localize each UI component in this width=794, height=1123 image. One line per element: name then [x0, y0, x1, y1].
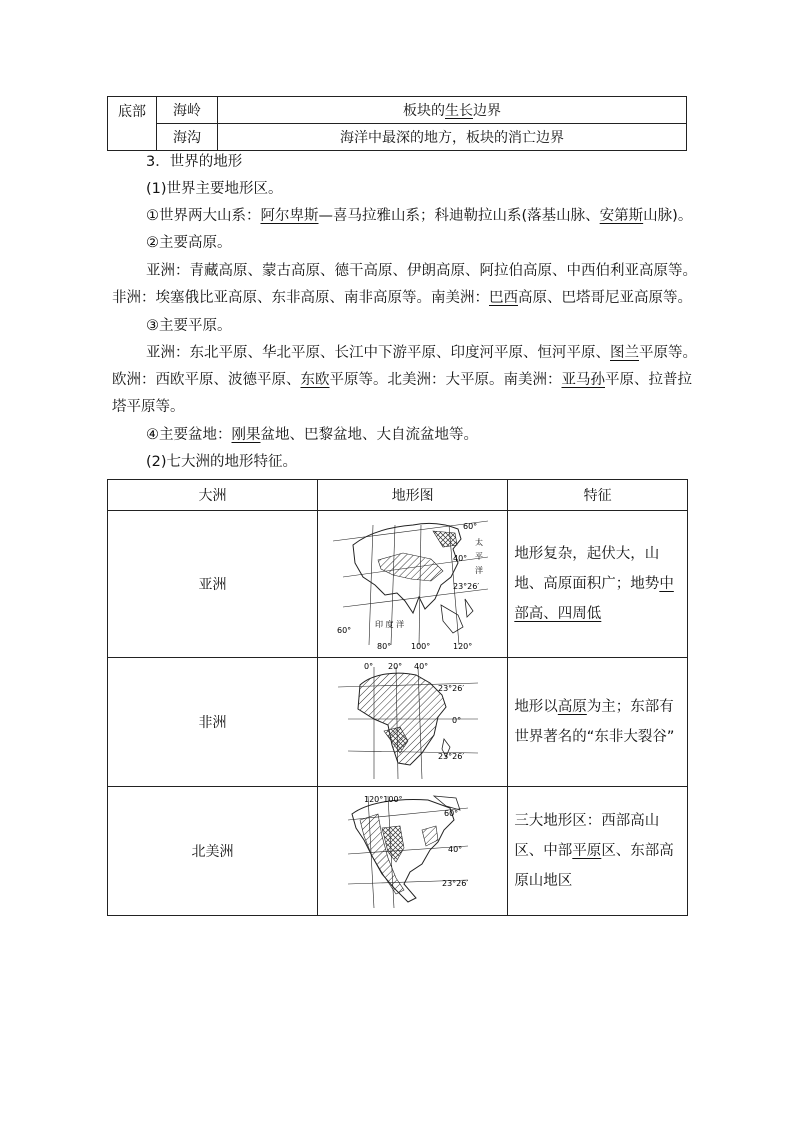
text: ④主要盆地： [146, 427, 232, 443]
header-map: 地形图 [318, 480, 508, 511]
asia-map [333, 515, 493, 653]
header-features: 特征 [508, 480, 688, 511]
text: 地形复杂，起伏大，山地、高原面积广；地势 [514, 546, 660, 592]
table-row [108, 124, 687, 151]
continent-name: 北美洲 [108, 787, 318, 916]
text: 为主；东部有世界著名的“东非大裂谷” [514, 699, 675, 745]
map-label: 120°100° [363, 795, 403, 804]
text: 三大地形区：西部高山区、中部 [514, 813, 660, 859]
answer-underlined: 高原 [557, 699, 587, 715]
table-header-row [108, 480, 688, 511]
map-label: 印 度 洋 [374, 620, 404, 629]
text: ①世界两大山系： [146, 208, 261, 224]
subsection-1: (1)世界主要地形区。 [146, 181, 283, 197]
plains-asia [146, 343, 697, 363]
answer-underlined: 平原 [572, 843, 602, 859]
africa-map [338, 661, 488, 783]
plateaus-title: ②主要高原。 [146, 235, 232, 251]
text: 高原、巴塔哥尼亚高原等。 [518, 290, 692, 306]
cell-text: 边界 [473, 103, 501, 119]
map-label: 23°26′ [437, 684, 464, 693]
answer-underlined: 安第斯 [599, 208, 644, 224]
answer-underlined: 图兰 [610, 345, 639, 361]
cell-text: 板块的 [403, 103, 445, 119]
basins-line [146, 425, 478, 445]
features-cell [508, 787, 688, 916]
table-row [108, 787, 688, 916]
text: 非洲：埃塞俄比亚高原、东非高原、南非高原等。南美洲： [112, 290, 489, 306]
answer-underlined: 巴西 [489, 290, 518, 306]
table-cell: 海岭 [157, 97, 218, 124]
answer-underlined: 亚马孙 [561, 372, 605, 388]
continents-table [107, 479, 688, 916]
map-label: 20° [387, 662, 402, 671]
map-label: 23°26′ [437, 752, 464, 761]
text: 平原等。北美洲：大平原。南美洲： [329, 372, 562, 388]
map-label: 60° [443, 809, 458, 818]
text: 地形以 [514, 699, 558, 715]
map-label: 100° [410, 642, 430, 651]
map-label: 60° [462, 522, 477, 531]
map-label: 60° [336, 626, 351, 635]
table-cell [108, 97, 157, 151]
table-row [108, 658, 688, 787]
cell-text: 海洋中最深的地方，板块的消亡边界 [340, 130, 564, 146]
map-label: 平 [474, 552, 483, 561]
map-label: 40° [452, 554, 467, 563]
cell-text: 底部 [118, 103, 146, 120]
north-america-map-cell [318, 787, 508, 916]
header-continent: 大洲 [108, 480, 318, 511]
table-row [108, 97, 687, 124]
plains-europe [112, 370, 692, 390]
answer-underlined: 东欧 [300, 372, 330, 388]
subsection-2: (2)七大洲的地形特征。 [146, 454, 298, 470]
map-label: 0° [363, 662, 373, 671]
continent-name: 亚洲 [108, 511, 318, 658]
answer-underlined: 刚果 [231, 427, 261, 443]
map-label: 40° [447, 845, 462, 854]
table-cell: 海沟 [157, 124, 218, 151]
section-heading: 3．世界的地形 [146, 154, 243, 170]
map-label: 40° [413, 662, 428, 671]
map-label: 23°26′ [452, 582, 479, 591]
text: 亚洲：东北平原、华北平原、长江中下游平原、印度河平原、恒河平原、 [146, 345, 610, 361]
table-row [108, 511, 688, 658]
plains-end: 塔平原等。 [112, 399, 185, 415]
text: 平原等。 [639, 345, 697, 361]
table-cell [218, 97, 687, 124]
map-label: 80° [376, 642, 391, 651]
text: 山脉)。 [643, 208, 693, 224]
text: 平原、拉普拉 [605, 372, 692, 388]
plateaus-africa [112, 288, 692, 308]
plains-title: ③主要平原。 [146, 318, 232, 334]
north-america-map [338, 790, 488, 912]
answer-underlined: 阿尔卑斯 [260, 208, 319, 224]
africa-map-cell [318, 658, 508, 787]
features-cell [508, 658, 688, 787]
continent-name: 非洲 [108, 658, 318, 787]
text: 盆地、巴黎盆地、大自流盆地等。 [260, 427, 478, 443]
map-label: 太 [474, 538, 483, 547]
map-label: 0° [451, 716, 461, 725]
table-cell [218, 124, 687, 151]
text: 欧洲：西欧平原、波德平原、 [112, 372, 301, 388]
text: —喜马拉雅山系；科迪勒拉山系(落基山脉、 [318, 208, 600, 224]
answer-underlined: 中部高、四周低 [514, 576, 674, 622]
answer-underlined: 生长 [445, 103, 473, 119]
text: 区、东部高原山地区 [514, 843, 674, 889]
mountains-line [146, 206, 692, 226]
features-cell [508, 511, 688, 658]
map-label: 120° [452, 642, 472, 651]
plateaus-asia: 亚洲：青藏高原、蒙古高原、德干高原、伊朗高原、阿拉伯高原、中西伯利亚高原等。 [146, 263, 697, 279]
map-label: 23°26′ [441, 879, 468, 888]
asia-map-cell [318, 511, 508, 658]
map-label: 洋 [474, 566, 483, 575]
ocean-floor-table [107, 96, 687, 151]
